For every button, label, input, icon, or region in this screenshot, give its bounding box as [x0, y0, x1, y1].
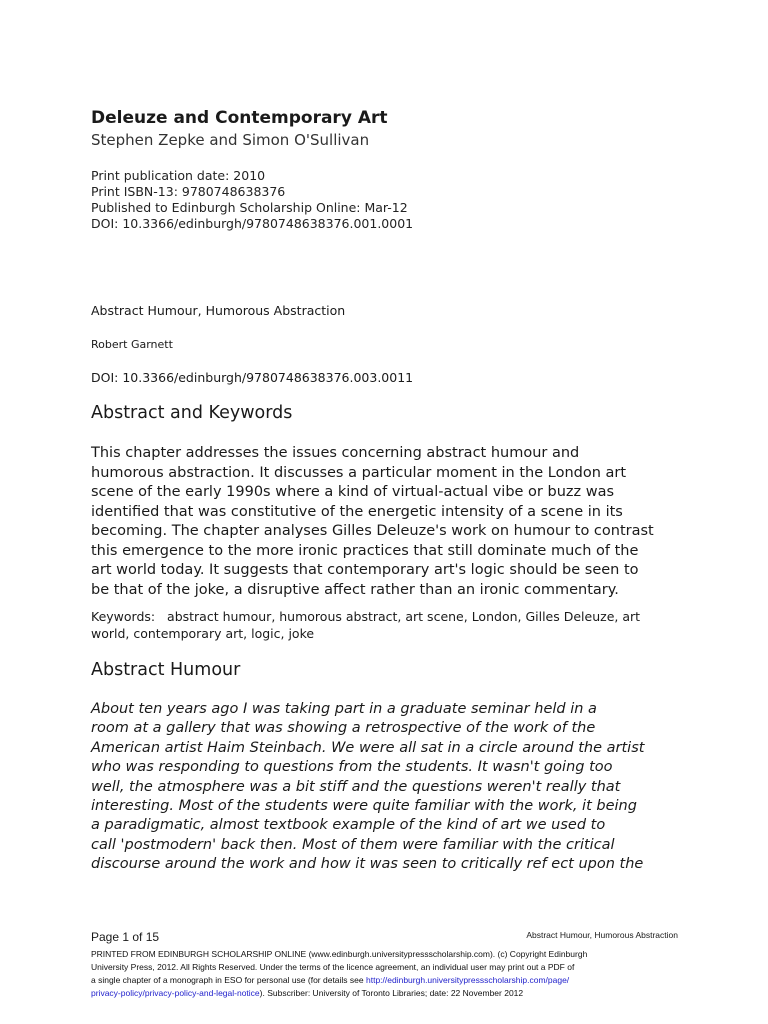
book-authors: Stephen Zepke and Simon O'Sullivan — [91, 131, 370, 149]
legal-text: ). Subscriber: University of Toronto Libraries; date: 22 November 2012 — [259, 988, 524, 998]
legal-notice — [91, 948, 681, 1000]
text-line: world, contemporary art, logic, joke — [91, 625, 315, 641]
section-heading: Abstract Humour — [91, 660, 241, 680]
chapter-title: Abstract Humour, Humorous Abstraction — [91, 303, 346, 318]
legal-link[interactable]: http://edinburgh.universitypressscholarship.com/page/ — [366, 975, 570, 985]
text-line: American artist Haim Steinbach. We were all sat in a circle around the artist — [91, 739, 645, 756]
legal-text: PRINTED FROM EDINBURGH SCHOLARSHIP ONLINE (www.edinburgh.universitypressscholarship.com). (c) Copyright Edinburgh — [91, 949, 588, 959]
legal-line — [91, 987, 681, 1000]
body-paragraph — [91, 700, 681, 875]
text-line: who was responding to questions from the students. It wasn't going too — [91, 759, 613, 776]
print-isbn: Print ISBN-13: 9780748638376 — [91, 184, 286, 199]
keywords — [91, 609, 661, 642]
text-line: This chapter addresses the issues concerning abstract humour and — [91, 445, 580, 461]
legal-line — [91, 974, 681, 987]
text-line: art world today. It suggests that contemporary art's logic should be seen to — [91, 562, 639, 578]
online-publication-date: Published to Edinburgh Scholarship Online: Mar-12 — [91, 200, 408, 215]
running-title: Abstract Humour, Humorous Abstraction — [526, 930, 678, 940]
text-line: humorous abstraction. It discusses a particular moment in the London art — [91, 464, 627, 481]
text-line: identified that was constitutive of the energetic intensity of a scene in its — [91, 503, 623, 520]
abstract-heading: Abstract and Keywords — [91, 403, 293, 423]
text-line: room at a gallery that was showing a retrospective of the work of the — [91, 720, 596, 737]
text-line: scene of the early 1990s where a kind of virtual-actual vibe or buzz was — [91, 484, 615, 500]
text-line: be that of the joke, a disruptive affect rather than an ironic commentary. — [91, 581, 619, 598]
legal-text: a single chapter of a monograph in ESO for personal use (for details see — [91, 975, 366, 985]
text-line: call 'postmodern' back then. Most of them were familiar with the critical — [91, 836, 615, 853]
text-line: discourse around the work and how it was seen to critically ref ect upon the — [91, 856, 644, 873]
legal-text: University Press, 2012. All Rights Reserved. Under the terms of the licence agreement, an individual user may print out a PDF of — [91, 962, 575, 972]
text-line: this emergence to the more ironic practices that still dominate much of the — [91, 542, 639, 559]
chapter-doi: DOI: 10.3366/edinburgh/9780748638376.003.0011 — [91, 370, 414, 385]
abstract-paragraph — [91, 444, 676, 600]
legal-line — [91, 948, 681, 961]
print-publication-date: Print publication date: 2010 — [91, 168, 266, 183]
book-doi: DOI: 10.3366/edinburgh/9780748638376.001.0001 — [91, 216, 414, 231]
legal-line — [91, 961, 681, 974]
text-line: becoming. The chapter analyses Gilles Deleuze's work on humour to contrast — [91, 523, 654, 539]
legal-link[interactable]: privacy-policy/privacy-policy-and-legal-notice — [91, 988, 260, 998]
text-line: Keywords: abstract humour, humorous abstract, art scene, London, Gilles Deleuze, art — [91, 609, 641, 624]
text-line: a paradigmatic, almost textbook example of the kind of art we used to — [91, 817, 606, 834]
page-number: Page 1 of 15 — [91, 930, 160, 944]
text-line: interesting. Most of the students were quite familiar with the work, it being — [91, 798, 637, 815]
book-title: Deleuze and Contemporary Art — [91, 108, 388, 128]
text-line: well, the atmosphere was a bit stiff and the questions weren't really that — [91, 778, 621, 795]
chapter-author: Robert Garnett — [91, 338, 173, 351]
text-line: About ten years ago I was taking part in a graduate seminar held in a — [91, 701, 597, 717]
